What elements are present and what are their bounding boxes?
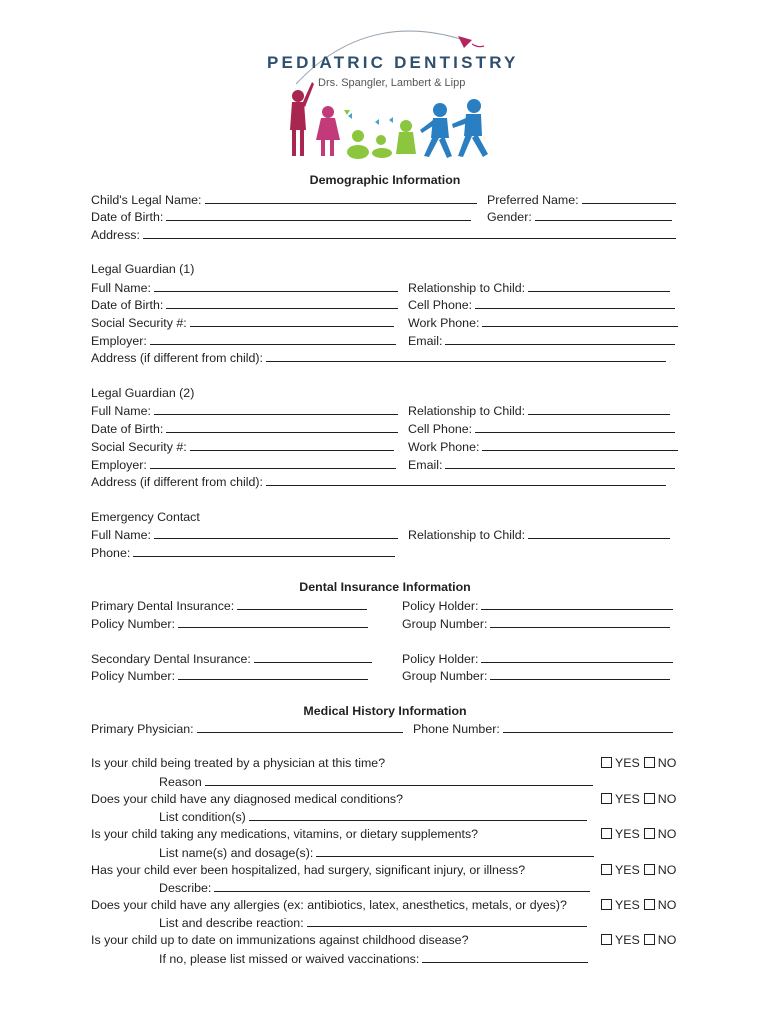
yes-checkbox[interactable] [601,828,612,839]
guardian1-work-phone-field[interactable]: Work Phone: [408,315,678,331]
no-checkbox[interactable] [644,864,655,875]
reason-field[interactable]: Reason [159,774,593,790]
guardian2-employer-field[interactable]: Employer: [91,457,396,473]
emergency-relationship-field[interactable]: Relationship to Child: [408,527,670,543]
demographic-heading: Demographic Information [309,173,461,187]
guardian1-dob-field[interactable]: Date of Birth: [91,297,398,313]
guardian1-relationship-field[interactable]: Relationship to Child: [408,280,670,296]
yes-no-medications[interactable]: YES NO [601,827,676,841]
physician-phone-field[interactable]: Phone Number: [413,721,673,737]
guardian1-heading: Legal Guardian (1) [91,262,195,276]
secondary-insurance-field[interactable]: Secondary Dental Insurance: [91,651,372,667]
describe-field[interactable]: Describe: [159,880,590,896]
emergency-full-name-field[interactable]: Full Name: [91,527,398,543]
guardian2-address-field[interactable]: Address (if different from child): [91,474,666,490]
guardian1-cell-phone-field[interactable]: Cell Phone: [408,297,675,313]
question-medications: Is your child taking any medications, vitamins, or dietary supplements? [91,827,479,841]
yes-checkbox[interactable] [601,793,612,804]
list-medications-field[interactable]: List name(s) and dosage(s): [159,845,594,861]
child-legal-name-field[interactable]: Child's Legal Name: [91,192,477,208]
child-figure-icon [316,106,340,156]
child-dob-field[interactable]: Date of Birth: [91,209,471,225]
emergency-phone-field[interactable]: Phone: [91,545,395,561]
guardian2-heading: Legal Guardian (2) [91,386,195,400]
yes-checkbox[interactable] [601,757,612,768]
policy-holder-1-field[interactable]: Policy Holder: [402,598,673,614]
preferred-name-field[interactable]: Preferred Name: [487,192,676,208]
yes-no-allergies[interactable]: YES NO [601,898,676,912]
guardian2-ssn-field[interactable]: Social Security #: [91,439,394,455]
emergency-heading: Emergency Contact [91,510,200,524]
child-figure-icon [420,99,488,158]
question-medical-conditions: Does your child have any diagnosed medical conditions? [91,792,404,806]
guardian2-dob-field[interactable]: Date of Birth: [91,421,398,437]
child-figure-icon [290,82,314,156]
gender-field[interactable]: Gender: [487,209,672,225]
yes-no-hospitalized[interactable]: YES NO [601,863,676,877]
guardian2-full-name-field[interactable]: Full Name: [91,403,398,419]
insurance-heading: Dental Insurance Information [299,580,471,594]
logo-title: PEDIATRIC DENTISTRY [267,53,519,72]
yes-checkbox[interactable] [601,934,612,945]
no-checkbox[interactable] [644,793,655,804]
child-figure-icon [347,120,416,159]
policy-number-1-field[interactable]: Policy Number: [91,616,368,632]
no-checkbox[interactable] [644,828,655,839]
yes-checkbox[interactable] [601,864,612,875]
describe-reaction-field[interactable]: List and describe reaction: [159,915,587,931]
question-hospitalized: Has your child ever been hospitalized, had surgery, significant injury, or illness? [91,863,526,877]
primary-physician-field[interactable]: Primary Physician: [91,721,403,737]
logo-subtitle: Drs. Spangler, Lambert & Lipp [318,77,466,89]
yes-no-treated[interactable]: YES NO [601,756,676,770]
butterfly-icon [348,113,393,125]
policy-number-2-field[interactable]: Policy Number: [91,668,368,684]
no-checkbox[interactable] [644,757,655,768]
no-checkbox[interactable] [644,934,655,945]
guardian2-relationship-field[interactable]: Relationship to Child: [408,403,670,419]
guardian2-email-field[interactable]: Email: [408,457,675,473]
missed-vaccinations-field[interactable]: If no, please list missed or waived vaccinations: [159,951,588,967]
no-checkbox[interactable] [644,899,655,910]
yes-no-immunizations[interactable]: YES NO [601,933,676,947]
guardian1-address-field[interactable]: Address (if different from child): [91,350,666,366]
guardian1-employer-field[interactable]: Employer: [91,333,396,349]
guardian1-email-field[interactable]: Email: [408,333,675,349]
child-address-field[interactable]: Address: [91,227,676,243]
yes-no-conditions[interactable]: YES NO [601,792,676,806]
guardian2-cell-phone-field[interactable]: Cell Phone: [408,421,675,437]
list-conditions-field[interactable]: List condition(s) [159,809,587,825]
guardian2-work-phone-field[interactable]: Work Phone: [408,439,678,455]
group-number-1-field[interactable]: Group Number: [402,616,670,632]
question-immunizations: Is your child up to date on immunizations against childhood disease? [91,933,469,947]
kite-icon [458,36,472,48]
yes-checkbox[interactable] [601,899,612,910]
guardian1-ssn-field[interactable]: Social Security #: [91,315,394,331]
group-number-2-field[interactable]: Group Number: [402,668,670,684]
primary-insurance-field[interactable]: Primary Dental Insurance: [91,598,367,614]
guardian1-full-name-field[interactable]: Full Name: [91,280,398,296]
question-allergies: Does your child have any allergies (ex: antibiotics, latex, anesthetics, metals, or dyes)? [91,898,567,912]
policy-holder-2-field[interactable]: Policy Holder: [402,651,673,667]
medical-heading: Medical History Information [303,704,467,718]
question-treated-by-physician: Is your child being treated by a physician at this time? [91,756,386,770]
